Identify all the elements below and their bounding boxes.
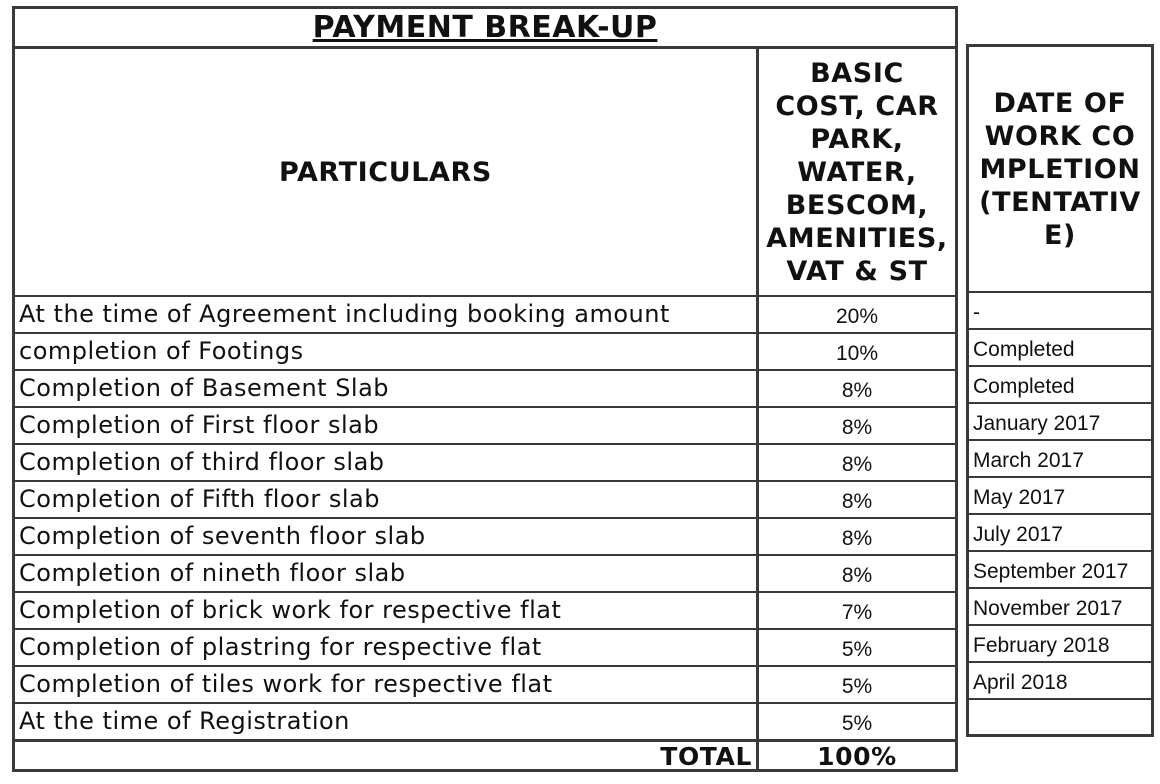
total-row bbox=[15, 739, 955, 772]
date-cell: January 2017 bbox=[969, 402, 1151, 439]
percent-cell: 10% bbox=[835, 342, 879, 365]
date-cell: Completed bbox=[969, 328, 1151, 365]
percent-cell: 5% bbox=[841, 638, 873, 661]
particular-cell: Completion of plastring for respective flat bbox=[15, 630, 759, 665]
particular-cell: Completion of Basement Slab bbox=[15, 371, 759, 406]
payment-table bbox=[12, 6, 958, 772]
table-title-bar bbox=[15, 9, 955, 49]
date-column bbox=[969, 291, 1151, 735]
percent-cell: 5% bbox=[841, 712, 873, 735]
table-row bbox=[15, 554, 955, 591]
table-row bbox=[15, 332, 955, 369]
particular-cell: Completion of third floor slab bbox=[15, 445, 759, 480]
particular-cell: Completion of seventh floor slab bbox=[15, 519, 759, 554]
table-row bbox=[15, 369, 955, 406]
particular-cell: Completion of Fifth floor slab bbox=[15, 482, 759, 517]
particular-cell: Completion of nineth floor slab bbox=[15, 556, 759, 591]
table-row bbox=[15, 295, 955, 332]
particular-cell: Completion of First floor slab bbox=[15, 408, 759, 443]
percent-cell: 8% bbox=[841, 379, 873, 402]
date-cell: March 2017 bbox=[969, 439, 1151, 476]
table-row bbox=[15, 665, 955, 702]
percent-cell: 7% bbox=[841, 601, 873, 624]
table-row bbox=[15, 591, 955, 628]
table-body bbox=[15, 295, 955, 739]
date-cell: September 2017 bbox=[969, 550, 1151, 587]
total-value: 100% bbox=[817, 742, 897, 771]
percent-cell: 5% bbox=[841, 675, 873, 698]
date-cell: May 2017 bbox=[969, 476, 1151, 513]
date-cell: July 2017 bbox=[969, 513, 1151, 550]
completion-date-table bbox=[966, 44, 1154, 737]
particular-cell: Completion of tiles work for respective flat bbox=[15, 667, 759, 702]
header-particulars: PARTICULARS bbox=[15, 49, 759, 295]
table-row bbox=[15, 406, 955, 443]
date-cell: November 2017 bbox=[969, 587, 1151, 624]
table-row bbox=[15, 628, 955, 665]
date-cell: Completed bbox=[969, 365, 1151, 402]
date-cell: April 2018 bbox=[969, 661, 1151, 698]
percent-cell: 8% bbox=[841, 490, 873, 513]
percent-cell: 8% bbox=[841, 527, 873, 550]
percent-cell: 8% bbox=[841, 416, 873, 439]
table-row bbox=[15, 480, 955, 517]
table-title: PAYMENT BREAK-UP bbox=[312, 10, 658, 45]
date-cell: February 2018 bbox=[969, 624, 1151, 661]
table-row bbox=[15, 517, 955, 554]
percent-cell: 20% bbox=[835, 305, 879, 328]
header-date: DATE OF WORK COMPLETION (TENTATIVE) bbox=[979, 87, 1141, 251]
percent-cell: 8% bbox=[841, 564, 873, 587]
date-cell bbox=[969, 698, 1151, 735]
table-row bbox=[15, 702, 955, 739]
date-cell: - bbox=[969, 291, 1151, 328]
particular-cell: completion of Footings bbox=[15, 334, 759, 369]
table-row bbox=[15, 443, 955, 480]
particular-cell: At the time of Agreement including booking amount bbox=[15, 297, 759, 332]
percent-cell: 8% bbox=[841, 453, 873, 476]
particular-cell: At the time of Registration bbox=[15, 704, 759, 739]
header-cost: BASIC COST, CAR PARK, WATER, BESCOM, AMENITIES, VAT & ST bbox=[766, 57, 948, 287]
total-label: TOTAL bbox=[15, 742, 759, 772]
particular-cell: Completion of brick work for respective flat bbox=[15, 593, 759, 628]
